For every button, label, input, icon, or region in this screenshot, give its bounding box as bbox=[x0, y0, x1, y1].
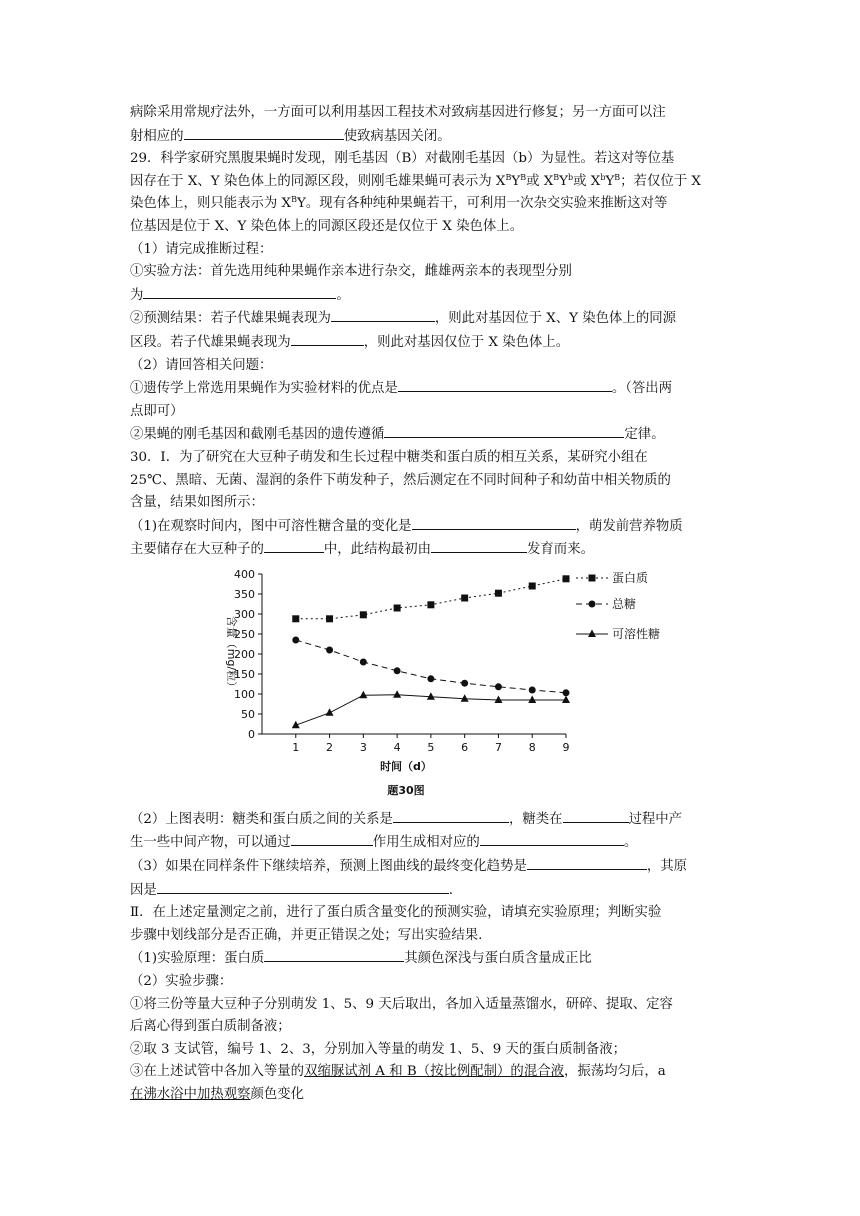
data-point bbox=[292, 636, 299, 643]
answer-blank[interactable] bbox=[157, 879, 449, 894]
document-page bbox=[130, 102, 740, 1107]
data-point bbox=[562, 695, 570, 703]
data-point bbox=[326, 615, 333, 622]
text-line: ③在上述试管中各加入等量的双缩脲试剂 A 和 B（按比例配制）的混合液，振荡均匀后，a bbox=[130, 1064, 666, 1080]
text-line: 主要储存在大豆种子的 中，此结构最初由 发育而来。 bbox=[130, 538, 740, 562]
text-line: 后离心得到蛋白质制备液； bbox=[130, 1019, 291, 1035]
underlined-step: 在沸水浴中加热观察 bbox=[130, 1087, 251, 1102]
data-point bbox=[563, 575, 570, 582]
text-line: （1)在观察时间内，图中可溶性糖含量的变化是 ，萌发前营养物质 bbox=[130, 515, 740, 539]
y-tick-label: 100 bbox=[234, 687, 255, 701]
text-line: 在沸水浴中加热观察颜色变化 bbox=[130, 1087, 305, 1102]
answer-blank[interactable] bbox=[291, 331, 364, 346]
x-tick-label: 9 bbox=[562, 740, 570, 754]
data-point bbox=[427, 675, 434, 682]
text-line: （3）如果在同样条件下继续培养，预测上图曲线的最终变化趋势是 ，其原 bbox=[130, 855, 740, 879]
text-line: 射相应的 使致病基因关闭。 bbox=[130, 125, 740, 149]
text-line: ①实验方法：首先选用纯种果蝇作亲本进行杂交，雌雄两亲本的表现型分别 bbox=[130, 264, 572, 280]
text-line: 为 。 bbox=[130, 284, 740, 308]
answer-blank[interactable] bbox=[431, 538, 527, 553]
y-tick-label: 50 bbox=[241, 707, 255, 721]
answer-blank[interactable] bbox=[393, 808, 509, 823]
x-tick-label: 3 bbox=[359, 740, 367, 754]
data-point bbox=[292, 615, 299, 622]
y-tick-label: 0 bbox=[248, 727, 255, 741]
data-point bbox=[360, 611, 367, 618]
y-tick-label: 250 bbox=[234, 627, 255, 641]
answer-blank[interactable] bbox=[412, 515, 576, 530]
data-point bbox=[528, 695, 536, 703]
data-point bbox=[326, 646, 333, 653]
text-line: 病除采用常规疗法外，一方面可以利用基因工程技术对致病基因进行修复；另一方面可以注 bbox=[130, 105, 666, 120]
y-tick-label: 350 bbox=[234, 587, 255, 601]
data-point bbox=[495, 590, 502, 597]
answer-blank[interactable] bbox=[527, 855, 647, 870]
data-point bbox=[461, 594, 468, 601]
data-point bbox=[461, 694, 469, 702]
data-point bbox=[494, 695, 502, 703]
part-ii-stem: Ⅱ．在上述定量测定之前，进行了蛋白质含量变化的预测实验，请填充实验原理；判断实验 bbox=[130, 905, 662, 921]
x-tick-label: 8 bbox=[528, 740, 536, 754]
x-tick-label: 7 bbox=[494, 740, 502, 754]
underlined-step: 双缩脲试剂 A 和 B（按比例配制）的混合液 bbox=[304, 1064, 564, 1080]
x-axis-label: 时间（d） bbox=[380, 759, 432, 773]
text-line: （2）上图表明：糖类和蛋白质之间的关系是 ，糖类在 过程中产 bbox=[130, 808, 740, 832]
x-tick-label: 4 bbox=[393, 740, 401, 754]
text-line: 位基因是位于 X、Y 染色体上的同源区段还是仅位于 X 染色体上。 bbox=[130, 218, 524, 234]
data-point bbox=[589, 574, 596, 581]
data-point bbox=[326, 708, 334, 716]
data-point bbox=[495, 683, 502, 690]
answer-blank[interactable] bbox=[480, 831, 624, 846]
data-point bbox=[393, 690, 401, 698]
data-point bbox=[529, 686, 536, 693]
text-line: 步骤中划线部分是否正确，并更正错误之处；写出实验结果. bbox=[130, 927, 483, 943]
data-point bbox=[394, 604, 401, 611]
series-line bbox=[296, 640, 566, 693]
text-line: 点即可） bbox=[130, 403, 184, 419]
text-line: 因是 . bbox=[130, 879, 740, 903]
question-30-stem: 30．Ⅰ．为了研究在大豆种子萌发和生长过程中糖类和蛋白质的相互关系，某研究小组在 bbox=[130, 449, 648, 465]
text-line: （1)实验原理：蛋白质 其颜色深浅与蛋白质含量成正比 bbox=[130, 947, 740, 971]
answer-blank[interactable] bbox=[143, 284, 336, 299]
answer-blank[interactable] bbox=[264, 947, 404, 962]
text-line: ②取 3 支试管，编号 1、2、3，分别加入等量的萌发 1、5、9 天的蛋白质制备液； bbox=[130, 1041, 627, 1057]
y-tick-label: 150 bbox=[234, 667, 255, 681]
text-line: 含量，结果如图所示： bbox=[130, 495, 264, 511]
answer-blank[interactable] bbox=[184, 125, 344, 140]
data-point bbox=[461, 680, 468, 687]
text-line: 25℃、黑暗、无菌、湿润的条件下萌发种子，然后测定在不同时间种子和幼苗中相关物质的 bbox=[130, 472, 671, 488]
figure-30 bbox=[130, 568, 740, 800]
question-29-stem: 29．科学家研究黑腹果蝇时发现，刚毛基因（B）对截刚毛基因（b）为显性。若这对等位基 bbox=[130, 151, 675, 167]
text-line: ①遗传学上常选用果蝇作为实验材料的优点是 。（答出两 bbox=[130, 377, 740, 401]
answer-blank[interactable] bbox=[291, 831, 373, 846]
text-line: 生一些中间产物，可以通过 作用生成相对应的 。 bbox=[130, 831, 740, 855]
text-line: （2）实验步骤： bbox=[130, 974, 233, 990]
legend-label: 可溶性糖 bbox=[612, 626, 661, 641]
legend-label: 总糖 bbox=[612, 596, 637, 611]
text-line: （1）请完成推断过程： bbox=[130, 241, 273, 257]
answer-blank[interactable] bbox=[264, 538, 324, 553]
figure-caption: 题30图 bbox=[387, 783, 425, 797]
text-line: 染色体上，则只能表示为 $X^BY$。现有各种纯种果蝇若干，可利用一次杂交实验来推断这对等 bbox=[130, 195, 668, 212]
text-line: ②预测结果：若子代雄果蝇表现为 ，则此对基因位于 X、Y 染色体上的同源 bbox=[130, 307, 740, 331]
y-tick-label: 300 bbox=[234, 607, 255, 621]
y-tick-label: 400 bbox=[234, 567, 255, 581]
text-line: ①将三份等量大豆种子分别萌发 1、5、9 天后取出，各加入适量蒸馏水，研碎、提取、定容 bbox=[130, 996, 673, 1012]
x-tick-label: 2 bbox=[326, 740, 334, 754]
y-tick-label: 200 bbox=[234, 647, 255, 661]
data-point bbox=[563, 689, 570, 696]
data-point bbox=[427, 601, 434, 608]
x-tick-label: 6 bbox=[461, 740, 469, 754]
data-point bbox=[427, 692, 435, 700]
data-point bbox=[588, 629, 596, 637]
text-line: 区段。若子代雄果蝇表现为 ，则此对基因仅位于 X 染色体上。 bbox=[130, 331, 740, 355]
text-line: ②果蝇的刚毛基因和截刚毛基因的遗传遵循 定律。 bbox=[130, 423, 740, 447]
legend-label: 蛋白质 bbox=[612, 570, 649, 585]
y-axis-label: 含量（mg/粒） bbox=[225, 615, 238, 693]
answer-blank[interactable] bbox=[398, 377, 612, 392]
data-point bbox=[394, 667, 401, 674]
data-point bbox=[589, 600, 596, 607]
data-point bbox=[529, 582, 536, 589]
data-point bbox=[360, 658, 367, 665]
data-point bbox=[359, 691, 367, 699]
x-tick-label: 5 bbox=[427, 740, 435, 754]
text-line: 因存在于 X、Y 染色体上的同源区段，则刚毛雄果蝇可表示为 $X^BY^B$或 $X^BY^b$或 $X^bY^B$；若仅位于 X bbox=[130, 172, 701, 189]
answer-blank[interactable] bbox=[384, 423, 624, 438]
text-line: （2）请回答相关问题： bbox=[130, 357, 273, 373]
series-line bbox=[296, 579, 566, 619]
x-tick-label: 1 bbox=[292, 740, 300, 754]
answer-blank[interactable] bbox=[331, 307, 435, 322]
answer-blank[interactable] bbox=[563, 808, 629, 823]
line-chart bbox=[216, 568, 676, 800]
